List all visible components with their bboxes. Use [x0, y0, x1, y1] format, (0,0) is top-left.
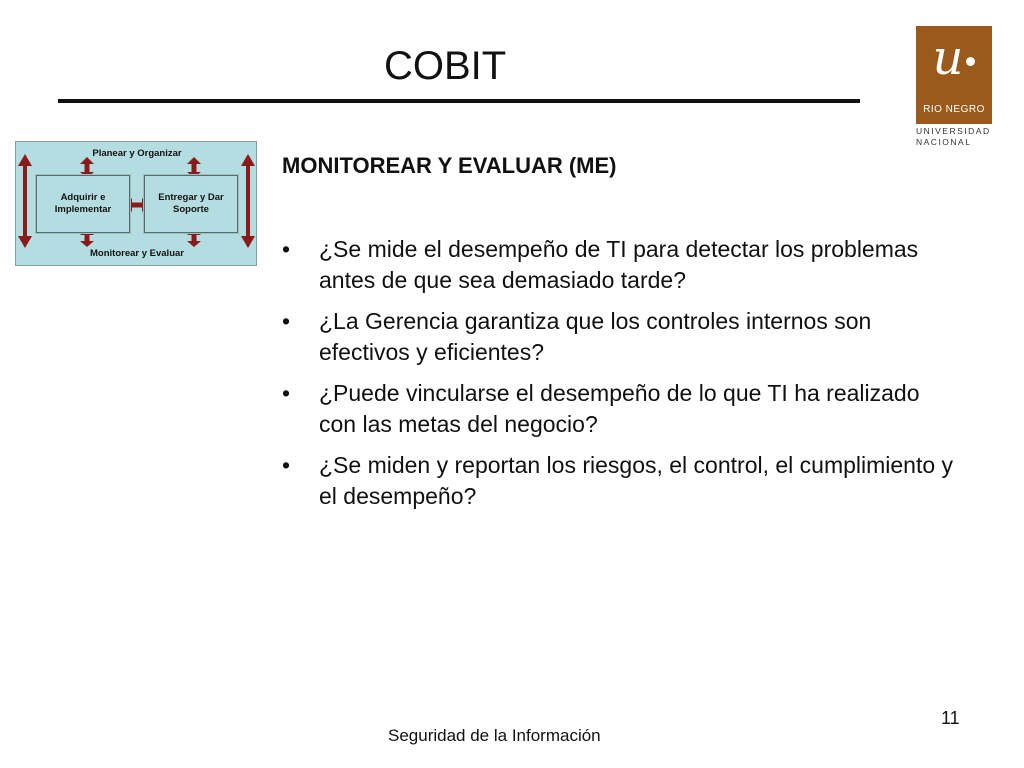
- bullet-text: ¿La Gerencia garantiza que los controles internos son efectivos y eficientes?: [319, 308, 872, 365]
- logo-wordmark: [916, 126, 994, 148]
- diagram-box-acquire: [36, 175, 130, 233]
- logo-place: RIO NEGRO: [923, 104, 985, 115]
- title-divider: [58, 99, 860, 103]
- bullet-marker: •: [282, 452, 291, 478]
- slide-footer: Seguridad de la Información: [388, 726, 601, 745]
- question-list: [282, 234, 962, 522]
- university-logo: [916, 26, 992, 124]
- list-item: [282, 450, 962, 512]
- page-number: 11: [941, 708, 960, 728]
- diagram-box-deliver: [144, 175, 238, 233]
- bullet-marker: •: [282, 236, 291, 262]
- diagram-box-acquire-label: Adquirir e Implementar: [54, 192, 112, 215]
- logo-line-1: UNIVERSIDAD: [916, 126, 991, 136]
- slide-title: COBIT: [384, 44, 507, 88]
- right-cycle-arrow: [241, 154, 255, 248]
- left-cycle-arrow: [18, 154, 32, 248]
- logo-line-2: NACIONAL: [916, 137, 972, 147]
- bullet-text: ¿Se miden y reportan los riesgos, el control, el cumplimiento y el desempeño?: [319, 452, 954, 509]
- list-item: [282, 306, 962, 368]
- cobit-domains-diagram: [15, 141, 257, 266]
- logo-mark: u: [916, 32, 992, 84]
- list-item: [282, 234, 962, 296]
- diagram-box-deliver-label: Entregar y Dar Soporte: [158, 192, 224, 215]
- diagram-bottom-label: Monitorear y Evaluar: [90, 248, 184, 259]
- diagram-top-label: Planear y Organizar: [92, 148, 182, 159]
- bullet-text: ¿Se mide el desempeño de TI para detectar los problemas antes de que sea demasiado tarde?: [319, 236, 919, 293]
- bullet-marker: •: [282, 380, 291, 406]
- list-item: [282, 378, 962, 440]
- bullet-marker: •: [282, 308, 291, 334]
- bullet-text: ¿Puede vincularse el desempeño de lo que TI ha realizado con las metas del negocio?: [319, 380, 920, 437]
- section-heading: MONITOREAR Y EVALUAR (ME): [282, 153, 617, 178]
